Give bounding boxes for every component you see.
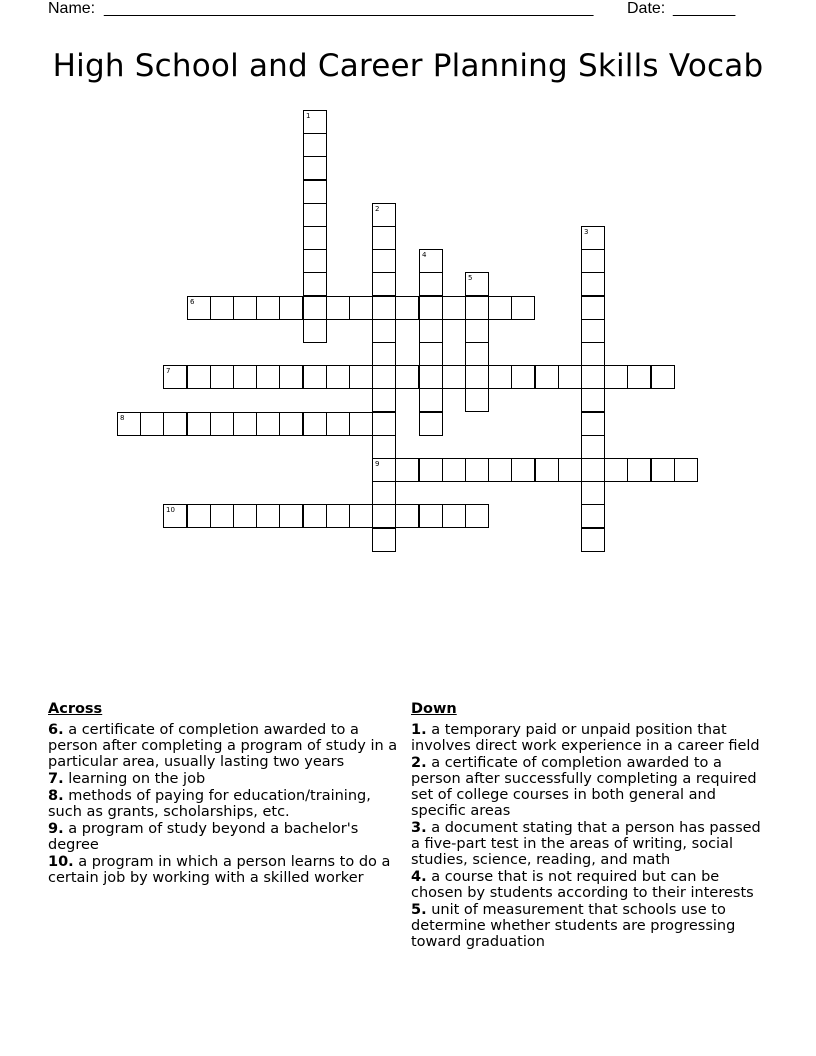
crossword-cell[interactable] [256, 365, 280, 389]
crossword-cell[interactable] [372, 342, 396, 366]
clue-across-6 [48, 722, 403, 770]
date-label: Date: [627, 0, 666, 17]
crossword-cell[interactable] [256, 504, 280, 528]
crossword-cell[interactable] [372, 226, 396, 250]
crossword-cell[interactable] [372, 528, 396, 552]
crossword-cell[interactable] [419, 365, 443, 389]
name-blank: _______________________________________________________ [104, 0, 594, 17]
crossword-cell[interactable] [303, 412, 327, 436]
clue-text: a course that is not required but can be chosen by students according to their interests [411, 869, 754, 901]
crossword-cell[interactable] [210, 296, 234, 320]
clue-down-4 [411, 869, 771, 901]
crossword-cell[interactable] [303, 504, 327, 528]
crossword-cell[interactable] [581, 319, 605, 343]
date-blank: _______ [673, 0, 736, 17]
crossword-cell[interactable] [651, 365, 675, 389]
cell-number: 6 [190, 298, 195, 306]
crossword-cell[interactable] [279, 412, 303, 436]
cell-number: 5 [468, 274, 473, 282]
crossword-cell[interactable] [419, 458, 443, 482]
crossword-cell[interactable] [372, 504, 396, 528]
crossword-cell[interactable] [303, 249, 327, 273]
crossword-cell[interactable] [395, 365, 419, 389]
crossword-cell[interactable] [419, 504, 443, 528]
clue-across-10 [48, 854, 403, 886]
crossword-cell[interactable] [372, 458, 396, 482]
crossword-cell[interactable] [372, 412, 396, 436]
clue-number: 10. [48, 854, 74, 870]
clue-number: 8. [48, 788, 64, 804]
crossword-cell[interactable] [349, 296, 373, 320]
crossword-cell[interactable] [419, 272, 443, 296]
crossword-cell[interactable] [187, 504, 211, 528]
crossword-cell[interactable] [581, 481, 605, 505]
crossword-cell[interactable] [581, 226, 605, 250]
crossword-cell[interactable] [233, 504, 257, 528]
crossword-cell[interactable] [256, 412, 280, 436]
crossword-cell[interactable] [465, 504, 489, 528]
cell-number: 7 [166, 367, 171, 375]
crossword-cell[interactable] [419, 412, 443, 436]
crossword-cell[interactable] [163, 412, 187, 436]
crossword-cell[interactable] [465, 296, 489, 320]
clue-text: a certificate of completion awarded to a person after successfully completing a required set of college courses in both general and specific areas [411, 755, 757, 819]
crossword-cell[interactable] [581, 412, 605, 436]
crossword-cell[interactable] [349, 504, 373, 528]
crossword-cell[interactable] [442, 296, 466, 320]
clue-across-9 [48, 821, 403, 853]
crossword-cell[interactable] [303, 180, 327, 204]
crossword-cell[interactable] [210, 412, 234, 436]
crossword-cell[interactable] [488, 365, 512, 389]
crossword-cell[interactable] [465, 365, 489, 389]
crossword-cell[interactable] [604, 458, 628, 482]
crossword-cell[interactable] [535, 365, 559, 389]
crossword-cell[interactable] [395, 458, 419, 482]
crossword-cell[interactable] [465, 342, 489, 366]
clue-across-8 [48, 788, 403, 820]
crossword-cell[interactable] [233, 296, 257, 320]
crossword-cell[interactable] [372, 365, 396, 389]
crossword-cell[interactable] [326, 412, 350, 436]
crossword-cell[interactable] [372, 203, 396, 227]
down-clues [411, 700, 771, 951]
crossword-cell[interactable] [419, 319, 443, 343]
clue-number: 9. [48, 821, 64, 837]
clue-down-3 [411, 820, 771, 868]
crossword-cell[interactable] [419, 388, 443, 412]
crossword-cell[interactable] [395, 296, 419, 320]
crossword-cell[interactable] [442, 504, 466, 528]
crossword-cell[interactable] [511, 296, 535, 320]
crossword-cell[interactable] [349, 412, 373, 436]
crossword-cell[interactable] [279, 504, 303, 528]
crossword-cell[interactable] [395, 504, 419, 528]
clue-number: 6. [48, 722, 64, 738]
crossword-cell[interactable] [117, 412, 141, 436]
crossword-cell[interactable] [419, 296, 443, 320]
crossword-cell[interactable] [581, 365, 605, 389]
crossword-cell[interactable] [419, 342, 443, 366]
clue-number: 2. [411, 755, 427, 771]
crossword-cell[interactable] [187, 296, 211, 320]
crossword-cell[interactable] [581, 272, 605, 296]
page-title: High School and Career Planning Skills Vocab [52, 48, 764, 84]
crossword-cell[interactable] [627, 365, 651, 389]
crossword-cell[interactable] [581, 342, 605, 366]
crossword-cell[interactable] [303, 365, 327, 389]
crossword-cell[interactable] [674, 458, 698, 482]
across-clues [48, 700, 403, 887]
crossword-cell[interactable] [627, 458, 651, 482]
crossword-cell[interactable] [511, 365, 535, 389]
crossword-cell[interactable] [140, 412, 164, 436]
cell-number: 3 [584, 228, 589, 236]
cell-number: 2 [375, 205, 380, 213]
crossword-cell[interactable] [465, 458, 489, 482]
clue-text: a temporary paid or unpaid position that involves direct work experience in a career field [411, 722, 760, 754]
crossword-cell[interactable] [372, 249, 396, 273]
crossword-cell[interactable] [303, 296, 327, 320]
crossword-cell[interactable] [303, 156, 327, 180]
clue-down-1 [411, 722, 771, 754]
clue-number: 7. [48, 771, 64, 787]
crossword-cell[interactable] [442, 458, 466, 482]
cell-number: 9 [375, 460, 380, 468]
crossword-cell[interactable] [581, 504, 605, 528]
crossword-cell[interactable] [604, 365, 628, 389]
down-heading: Down [411, 701, 457, 717]
clue-text: learning on the job [63, 771, 206, 787]
clue-text: a document stating that a person has passed a five-part test in the areas of writing, social studies, science, reading, and math [411, 820, 761, 868]
crossword-cell[interactable] [372, 388, 396, 412]
crossword-cell[interactable] [233, 412, 257, 436]
crossword-cell[interactable] [372, 319, 396, 343]
clue-text: unit of measurement that schools use to determine whether students are progressing toward graduation [411, 902, 736, 950]
cell-number: 8 [120, 414, 125, 422]
crossword-cell[interactable] [558, 365, 582, 389]
crossword-cell[interactable] [581, 296, 605, 320]
crossword-cell[interactable] [581, 528, 605, 552]
clue-number: 1. [411, 722, 427, 738]
crossword-cell[interactable] [488, 458, 512, 482]
clue-number: 5. [411, 902, 427, 918]
cell-number: 4 [422, 251, 427, 259]
crossword-cell[interactable] [303, 110, 327, 134]
clue-number: 4. [411, 869, 427, 885]
crossword-cell[interactable] [256, 296, 280, 320]
crossword-cell[interactable] [511, 458, 535, 482]
crossword-cell[interactable] [163, 365, 187, 389]
across-heading: Across [48, 701, 103, 717]
crossword-cell[interactable] [279, 365, 303, 389]
crossword-cell[interactable] [372, 435, 396, 459]
clue-down-5 [411, 902, 771, 950]
crossword-cell[interactable] [303, 203, 327, 227]
crossword-cell[interactable] [233, 365, 257, 389]
clue-text: methods of paying for education/training, such as grants, scholarships, etc. [48, 788, 371, 820]
crossword-cell[interactable] [465, 388, 489, 412]
crossword-cell[interactable] [187, 365, 211, 389]
crossword-cell[interactable] [326, 365, 350, 389]
crossword-cell[interactable] [326, 296, 350, 320]
crossword-cell[interactable] [581, 435, 605, 459]
name-label: Name: [48, 0, 96, 17]
crossword-cell[interactable] [488, 296, 512, 320]
crossword-cell[interactable] [303, 133, 327, 157]
crossword-cell[interactable] [535, 458, 559, 482]
crossword-cell[interactable] [419, 249, 443, 273]
clue-down-2 [411, 755, 771, 819]
crossword-cell[interactable] [303, 226, 327, 250]
crossword-cell[interactable] [326, 504, 350, 528]
clue-text: a program in which a person learns to do a certain job by working with a skilled worker [48, 854, 391, 886]
clue-across-7 [48, 771, 403, 787]
cell-number: 10 [166, 506, 175, 514]
crossword-cell[interactable] [303, 272, 327, 296]
crossword-cell[interactable] [372, 481, 396, 505]
clue-number: 3. [411, 820, 427, 836]
clue-text: a certificate of completion awarded to a person after completing a program of study in a particular area, usually lasting two years [48, 722, 398, 770]
crossword-cell[interactable] [210, 365, 234, 389]
crossword-cell[interactable] [210, 504, 234, 528]
crossword-cell[interactable] [303, 319, 327, 343]
crossword-cell[interactable] [372, 296, 396, 320]
crossword-cell[interactable] [163, 504, 187, 528]
crossword-cell[interactable] [651, 458, 675, 482]
clue-text: a program of study beyond a bachelor's degree [48, 821, 359, 853]
crossword-cell[interactable] [349, 365, 373, 389]
crossword-cell[interactable] [442, 365, 466, 389]
crossword-cell[interactable] [279, 296, 303, 320]
crossword-cell[interactable] [581, 249, 605, 273]
crossword-cell[interactable] [581, 458, 605, 482]
crossword-cell[interactable] [465, 319, 489, 343]
crossword-cell[interactable] [558, 458, 582, 482]
crossword-cell[interactable] [372, 272, 396, 296]
crossword-cell[interactable] [465, 272, 489, 296]
crossword-cell[interactable] [581, 388, 605, 412]
cell-number: 1 [306, 112, 311, 120]
crossword-cell[interactable] [187, 412, 211, 436]
